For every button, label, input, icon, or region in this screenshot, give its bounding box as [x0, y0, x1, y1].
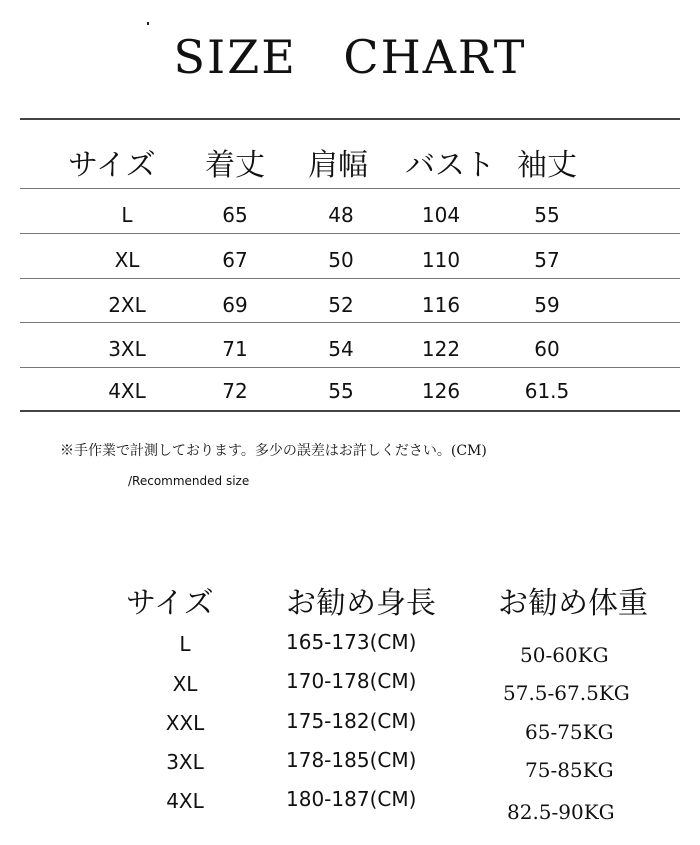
table-top-rule	[20, 118, 680, 120]
cell-sleeve: 60	[534, 337, 560, 361]
header-size: サイズ	[68, 148, 156, 183]
cell-bust: 126	[421, 379, 461, 403]
measurement-note: ※手作業で計測しております。多少の誤差はお許しください。(CM)	[60, 443, 487, 459]
cell-size: L	[121, 203, 133, 227]
cell-length: 72	[222, 379, 248, 403]
cell-weight: 57.5-67.5KG	[503, 681, 630, 705]
cell-size: XXL	[165, 711, 205, 735]
row-divider	[20, 367, 680, 368]
header-recommended-weight: お勧め体重	[498, 586, 648, 621]
header-shoulder: 肩幅	[308, 148, 368, 183]
header-length: 着丈	[205, 148, 265, 183]
cell-height: 165-173(CM)	[286, 630, 417, 654]
row-divider	[20, 322, 680, 323]
stray-dot	[147, 22, 149, 25]
cell-size: XL	[114, 248, 140, 272]
header-bust: バスト	[405, 148, 495, 183]
cell-shoulder: 52	[328, 293, 354, 317]
cell-size: 3XL	[166, 750, 204, 774]
header-sleeve: 袖丈	[517, 148, 577, 183]
cell-weight: 82.5-90KG	[507, 800, 615, 824]
cell-sleeve: 57	[534, 248, 560, 272]
cell-weight: 75-85KG	[525, 758, 614, 782]
cell-bust: 110	[421, 248, 461, 272]
cell-length: 67	[222, 248, 248, 272]
cell-size: 4XL	[108, 379, 146, 403]
row-divider	[20, 188, 680, 189]
cell-height: 180-187(CM)	[286, 787, 417, 811]
cell-height: 178-185(CM)	[286, 748, 417, 772]
row-divider	[20, 233, 680, 234]
cell-sleeve: 61.5	[524, 379, 570, 403]
header-size: サイズ	[126, 586, 214, 621]
table-bottom-rule	[20, 410, 680, 412]
recommended-size-label: /Recommended size	[128, 474, 250, 488]
cell-shoulder: 50	[328, 248, 354, 272]
cell-shoulder: 48	[328, 203, 354, 227]
cell-length: 65	[222, 203, 248, 227]
cell-length: 69	[222, 293, 248, 317]
cell-sleeve: 59	[534, 293, 560, 317]
cell-weight: 65-75KG	[525, 720, 614, 744]
header-recommended-height: お勧め身長	[286, 586, 436, 621]
cell-size: L	[179, 632, 191, 656]
cell-weight: 50-60KG	[520, 643, 609, 667]
cell-size: 3XL	[108, 337, 146, 361]
page-title: SIZE CHART	[173, 30, 527, 84]
row-divider	[20, 278, 680, 279]
cell-shoulder: 55	[328, 379, 354, 403]
cell-bust: 104	[421, 203, 461, 227]
cell-size: 2XL	[108, 293, 146, 317]
cell-shoulder: 54	[328, 337, 354, 361]
cell-size: XL	[172, 672, 198, 696]
cell-length: 71	[222, 337, 248, 361]
cell-size: 4XL	[166, 789, 204, 813]
cell-sleeve: 55	[534, 203, 560, 227]
cell-height: 175-182(CM)	[286, 709, 417, 733]
cell-bust: 122	[421, 337, 461, 361]
cell-bust: 116	[421, 293, 461, 317]
cell-height: 170-178(CM)	[286, 669, 417, 693]
